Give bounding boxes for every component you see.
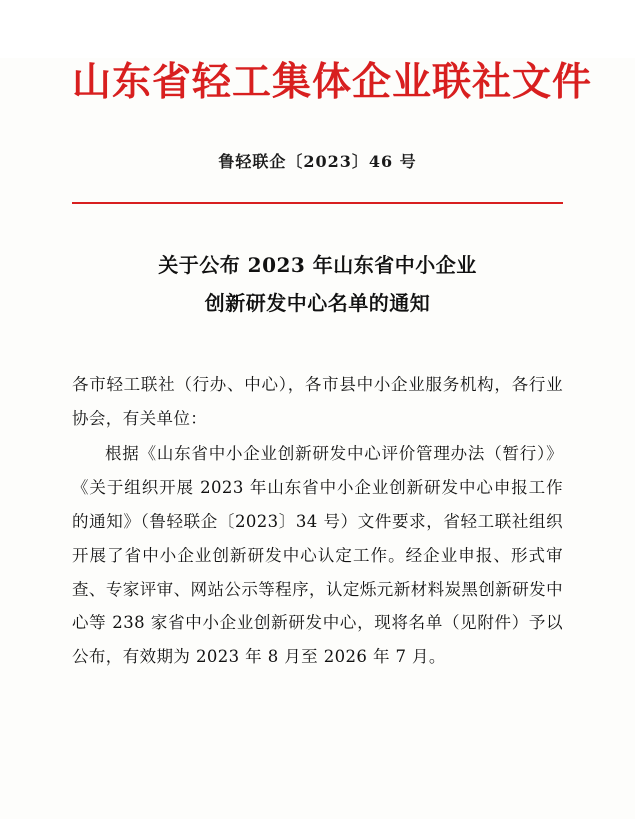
document-subject	[72, 246, 563, 322]
red-divider-rule	[72, 202, 563, 204]
subject-line-1: 关于公布 2023 年山东省中小企业	[158, 252, 477, 277]
subject-line-2: 创新研发中心名单的通知	[204, 290, 431, 315]
document-title: 山东省轻工集体企业联社文件	[72, 59, 593, 105]
document-number: 鲁轻联企〔2023〕46 号	[218, 151, 417, 171]
body-paragraph-main: 根据《山东省中小企业创新研发中心评价管理办法（暂行）》《关于组织开展 2023 年山东省中小企业创新研发中心申报工作的通知》（鲁轻联企〔2023〕34 号）文件要求，省轻工联社组织开展了省中小企业创新研发中心认定工作。经企业申报、形式审查、专家评审、网站公示等程序，认定烁元新材料炭黑创新研发中心等 238 家省中小企业创新研发中心，现将名单（见附件）予以公布，有效期为 2023 年 8 月至 2026 年 7 月。	[72, 444, 563, 667]
document-page	[0, 58, 635, 819]
body-paragraph-salutation: 各市轻工联社（行办、中心），各市县中小企业服务机构，各行业协会，有关单位：	[72, 374, 563, 428]
document-body	[72, 368, 563, 674]
